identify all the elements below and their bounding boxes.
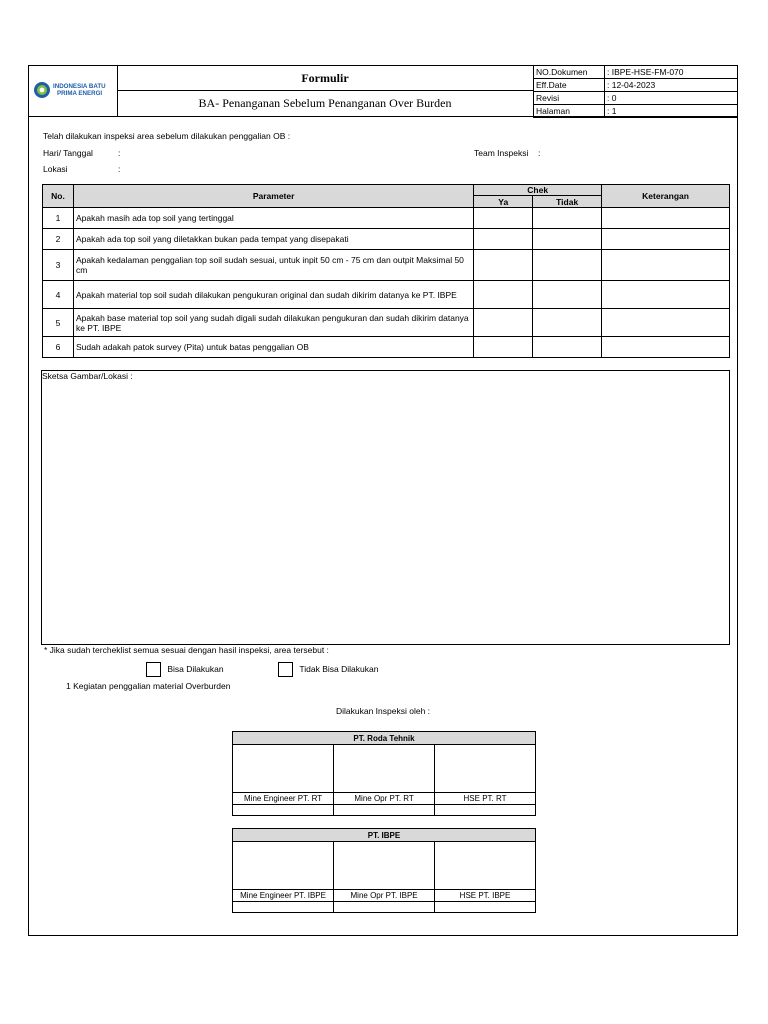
option-can-proceed[interactable] — [146, 662, 224, 677]
signature-role: Mine Opr PT. IBPE — [334, 890, 435, 902]
signature-space[interactable] — [233, 745, 334, 793]
meta-label: Revisi — [534, 92, 605, 105]
location-colon: : — [118, 164, 121, 174]
row-parameter: Apakah material top soil sudah dilakukan pengukuran original dan sudah dikirim datanya ke PT. IBPE — [73, 281, 473, 309]
row-parameter: Apakah ada top soil yang diletakkan bukan pada tempat yang disepakati — [73, 229, 473, 250]
form-label — [117, 65, 534, 91]
checklist-row — [43, 250, 730, 281]
header-separator — [28, 116, 738, 117]
form-title — [117, 90, 534, 117]
meta-value: : 12-04-2023 — [605, 79, 738, 92]
row-parameter: Sudah adakah patok survey (Pita) untuk batas penggalian OB — [73, 337, 473, 358]
checklist-row — [43, 208, 730, 229]
signature-role: Mine Engineer PT. RT — [233, 793, 334, 805]
option-cannot-proceed[interactable] — [278, 662, 378, 677]
note-cell[interactable] — [602, 281, 730, 309]
signature-table — [232, 828, 536, 913]
signature-company: PT. Roda Tehnik — [233, 732, 536, 745]
check-no-cell[interactable] — [533, 337, 602, 358]
check-yes-cell[interactable] — [474, 250, 533, 281]
row-parameter: Apakah masih ada top soil yang tertinggal — [73, 208, 473, 229]
meta-label: Eff.Date — [534, 79, 605, 92]
signature-name-field[interactable] — [435, 805, 536, 816]
signature-role: Mine Opr PT. RT — [334, 793, 435, 805]
signature-name-field[interactable] — [334, 805, 435, 816]
col-yes: Ya — [474, 196, 533, 208]
date-colon: : — [118, 148, 121, 158]
checklist-row — [43, 309, 730, 337]
note-cell[interactable] — [602, 208, 730, 229]
check-yes-cell[interactable] — [474, 208, 533, 229]
team-label: Team Inspeksi — [474, 148, 529, 158]
logo-line-1: INDONESIA BATU — [53, 83, 106, 90]
intro-statement: Telah dilakukan inspeksi area sebelum dilakukan penggalian OB : — [43, 131, 291, 141]
col-check: Chek — [474, 185, 602, 196]
check-no-cell[interactable] — [533, 229, 602, 250]
company-logo-icon — [33, 81, 51, 99]
row-parameter: Apakah kedalaman penggalian top soil sudah sesuai, untuk inpit 50 cm - 75 cm dan outpit Maksimal 50 cm — [73, 250, 473, 281]
check-no-cell[interactable] — [533, 309, 602, 337]
form-label-text: Formulir — [301, 71, 349, 85]
team-colon: : — [538, 148, 541, 158]
logo-line-2: PRIMA ENERGI — [57, 90, 103, 97]
check-no-cell[interactable] — [533, 208, 602, 229]
checkbox-can-proceed[interactable] — [146, 662, 161, 677]
meta-row — [534, 66, 738, 79]
note-cell[interactable] — [602, 229, 730, 250]
meta-label: Halaman — [534, 105, 605, 118]
signature-space[interactable] — [334, 745, 435, 793]
meta-value: : 1 — [605, 105, 738, 118]
location-label: Lokasi — [43, 164, 68, 174]
signature-role: Mine Engineer PT. IBPE — [233, 890, 334, 902]
signature-space[interactable] — [435, 745, 536, 793]
row-number: 6 — [43, 337, 74, 358]
note-cell[interactable] — [602, 337, 730, 358]
meta-value: : 0 — [605, 92, 738, 105]
row-number: 5 — [43, 309, 74, 337]
row-number: 4 — [43, 281, 74, 309]
sketch-label: Sketsa Gambar/Lokasi : — [42, 371, 133, 381]
signature-table — [232, 731, 536, 816]
meta-row — [534, 79, 738, 92]
check-yes-cell[interactable] — [474, 337, 533, 358]
note-cell[interactable] — [602, 309, 730, 337]
signature-name-field[interactable] — [435, 902, 536, 913]
check-no-cell[interactable] — [533, 250, 602, 281]
option-cannot-proceed-label: Tidak Bisa Dilakukan — [299, 663, 379, 674]
col-no-check: Tidak — [533, 196, 602, 208]
signature-company: PT. IBPE — [233, 829, 536, 842]
signature-space[interactable] — [334, 842, 435, 890]
inspected-by-label: Dilakukan Inspeksi oleh : — [336, 706, 431, 716]
check-yes-cell[interactable] — [474, 281, 533, 309]
check-yes-cell[interactable] — [474, 229, 533, 250]
document-meta — [533, 65, 738, 118]
meta-value: : IBPE-HSE-FM-070 — [605, 66, 738, 79]
sketch-area[interactable] — [41, 370, 730, 645]
signature-space[interactable] — [233, 842, 334, 890]
row-number: 3 — [43, 250, 74, 281]
checklist-table — [42, 184, 730, 358]
meta-row — [534, 92, 738, 105]
checkbox-cannot-proceed[interactable] — [278, 662, 293, 677]
check-yes-cell[interactable] — [474, 309, 533, 337]
signature-role: HSE PT. RT — [435, 793, 536, 805]
signature-name-field[interactable] — [233, 902, 334, 913]
meta-label: NO.Dokumen — [534, 66, 605, 79]
signature-space[interactable] — [435, 842, 536, 890]
form-title-text: BA- Penanganan Sebelum Penanganan Over Burden — [198, 96, 452, 110]
row-parameter: Apakah base material top soil yang sudah digali sudah dilakukan pengukuran dan sudah dikirim datanya ke PT. IBPE — [73, 309, 473, 337]
signature-role: HSE PT. IBPE — [435, 890, 536, 902]
option-can-proceed-label: Bisa Dilakukan — [167, 663, 224, 674]
activity-line: 1 Kegiatan penggalian material Overburden — [66, 681, 231, 691]
row-number: 2 — [43, 229, 74, 250]
checklist-row — [43, 229, 730, 250]
signature-name-field[interactable] — [233, 805, 334, 816]
col-parameter: Parameter — [73, 185, 473, 208]
note-cell[interactable] — [602, 250, 730, 281]
signature-tables — [232, 731, 536, 913]
conclusion-note: * Jika sudah tercheklist semua sesuai dengan hasil inspeksi, area tersebut : — [44, 645, 329, 655]
checklist-row — [43, 337, 730, 358]
signature-name-field[interactable] — [334, 902, 435, 913]
col-note: Keterangan — [602, 185, 730, 208]
logo-cell — [28, 65, 118, 117]
checklist-row — [43, 281, 730, 309]
date-label: Hari/ Tanggal — [43, 148, 93, 158]
col-no: No. — [43, 185, 74, 208]
check-no-cell[interactable] — [533, 281, 602, 309]
row-number: 1 — [43, 208, 74, 229]
